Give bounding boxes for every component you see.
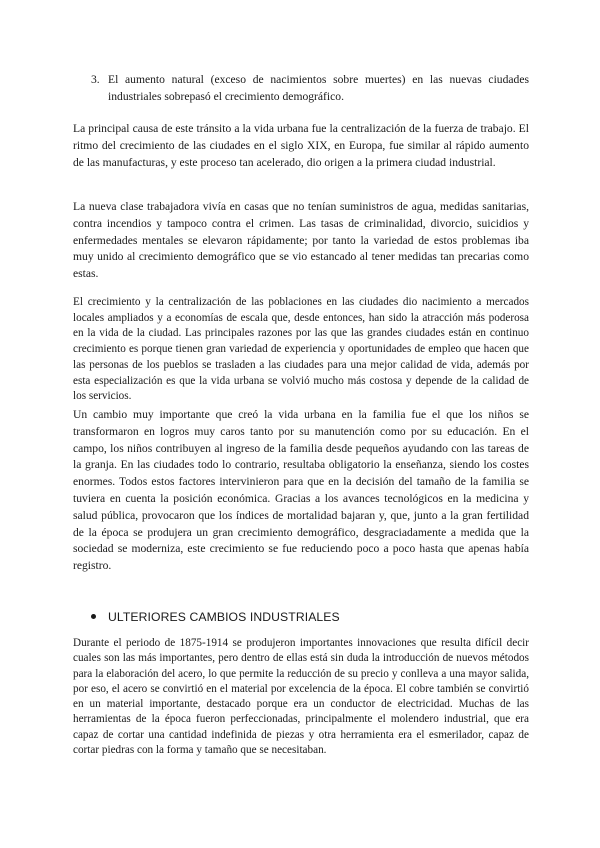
numbered-list-item [91, 72, 529, 106]
paragraph-industrial-innovations: Durante el periodo de 1875-1914 se produjeron importantes innovaciones que resulta difícil decir cuales son las más importantes, pero dentro de ellas está sin duda la introducción de nuevos métodos para la elaboración del acero, lo que permite la reducción de su precio y conlleva a una mayor salida, por eso, el acero se convirtió en el material por excelencia de la época. El cobre también se convirtió en un material importante, destacado porque era un conductor de electricidad. Muchas de las herramientas de la época fueron perfeccionadas, principalmente el molendero industrial, que era capaz de cortar una cantidad indefinida de piezas y otra herramienta era el esmerilador, capaz de cortar piedras con la forma y tamaño que se necesitaban. [73, 637, 529, 757]
paragraph-working-class: La nueva clase trabajadora vivía en casas que no tenían suministros de agua, medidas sanitarias, contra incendios y tampoco contra el crimen. Las tasas de criminalidad, divorcio, suicidios y enfermedades mentales se elevaron rápidamente; por tanto la variedad de estos problemas iba muy unido al crecimiento demográfico que se vio estancado al tener medidas tan precarias como estas. [73, 200, 529, 281]
paragraph-family-change: Un cambio muy importante que creó la vida urbana en la familia fue el que los niños se transformaron en logros muy caros tanto por su manutención como por su educación. En el campo, los niños contribuyen al ingreso de la familia desde pequeños ayudando con las tareas de la granja. En las ciudades todo lo contrario, resultaba obligatorio la enseñanza, siendo los costes enormes. Todos estos factores intervinieron para que en la decisión del tamaño de la familia se tuviera en cuenta la posición económica. Gracias a los avances tecnológicos en la medicina y salud pública, provocaron que los índices de mortalidad bajaran y, que, junto a la gran fertilidad de la época se produjera un gran crecimiento demográfico, desgraciadamente a medida que la sociedad se moderniza, este crecimiento se fue reduciendo poco a poco hasta que apenas había registro. [73, 408, 529, 573]
bullet-icon [91, 614, 96, 619]
section-heading-text: ULTERIORES CAMBIOS INDUSTRIALES [108, 610, 340, 624]
paragraph-urban-transition: La principal causa de este tránsito a la vida urbana fue la centralización de la fuerza de trabajo. El ritmo del crecimiento de las ciudades en el siglo XIX, en Europa, fue similar al rápido aumento de las manufacturas, y este proceso tan acelerado, dio origen a la primera ciudad industrial. [73, 122, 529, 169]
list-item-text: El aumento natural (exceso de nacimientos sobre muertes) en las nuevas ciudades industriales sobrepasó el crecimiento demográfico. [108, 73, 529, 103]
section-heading [91, 609, 340, 625]
list-item-number: 3. [91, 73, 100, 86]
paragraph-centralization: El crecimiento y la centralización de las poblaciones en las ciudades dio nacimiento a mercados locales ampliados y a economías de escala que, desde entonces, han sido la atracción más poderosa en la vida de la ciudad. Las principales razones por las que las grandes ciudades están en continuo crecimiento es porque tienen gran variedad de experiencia y oportunidades de empleo que hacen que las personas de los pueblos se trasladen a las ciudades para una mejor calidad de vida, además por esta especialización es que la vida urbana se volvió mucho más costosa y depende de la calidad de los servicios. [73, 296, 529, 403]
